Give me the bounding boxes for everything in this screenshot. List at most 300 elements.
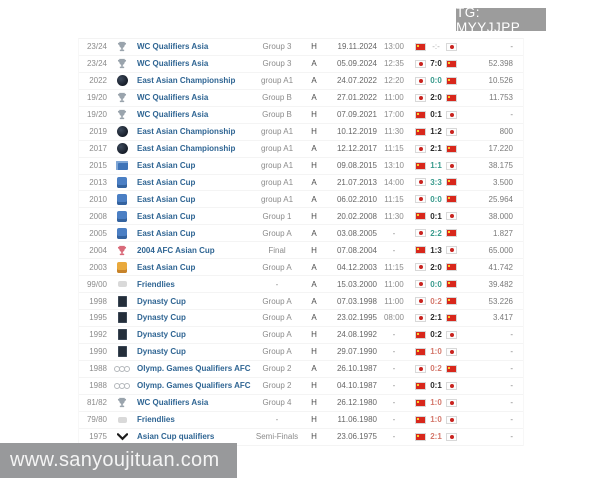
score-link[interactable]: 1:1 <box>430 161 442 171</box>
date-cell: 19.11.2024 <box>337 42 377 52</box>
date-cell: 10.12.2019 <box>336 127 377 137</box>
season-cell: 1992 <box>89 330 107 340</box>
date-cell: 07.08.2004 <box>336 245 377 255</box>
eac-blue-icon <box>117 228 127 239</box>
season-cell: 81/82 <box>86 398 107 408</box>
attendance-cell: - <box>510 364 513 374</box>
competition-icon-cell <box>107 92 137 103</box>
attendance-cell: 3.417 <box>492 313 513 323</box>
competition-icon-cell <box>107 143 137 154</box>
time-cell: - <box>392 245 396 255</box>
group-cell: Group A <box>262 262 292 272</box>
venue-cell: H <box>311 42 317 52</box>
competition-icon-cell <box>107 329 137 340</box>
date-cell: 24.07.2022 <box>336 76 377 86</box>
china-flag-icon <box>415 399 426 407</box>
match-row <box>79 107 523 124</box>
score-link[interactable]: 2:1 <box>430 313 442 323</box>
friendly-icon <box>118 417 127 423</box>
venue-cell: H <box>311 211 317 221</box>
china-flag-icon <box>446 60 457 68</box>
competition-link[interactable]: 2004 AFC Asian Cup <box>137 245 215 255</box>
season-cell: 2019 <box>89 127 107 137</box>
attendance-cell: - <box>510 42 513 52</box>
date-cell: 27.01.2022 <box>336 93 377 103</box>
match-row <box>79 175 523 192</box>
japan-flag-icon <box>415 77 426 85</box>
date-cell: 23.06.1975 <box>336 432 377 442</box>
venue-cell: A <box>311 76 317 86</box>
competition-link[interactable]: Friendlies <box>137 415 175 425</box>
japan-flag-icon <box>415 195 426 203</box>
match-result-cell <box>411 246 461 255</box>
competition-link[interactable]: Friendlies <box>137 279 175 289</box>
asian-cup-icon <box>117 431 128 442</box>
date-cell: 07.03.1998 <box>336 296 377 306</box>
group-cell: Group A <box>262 313 292 323</box>
score-link[interactable]: 0:2 <box>430 330 442 340</box>
olympic-rings-icon <box>115 366 130 372</box>
japan-flag-icon <box>415 297 426 305</box>
date-cell: 04.12.2003 <box>336 262 377 272</box>
season-cell: 2005 <box>89 228 107 238</box>
attendance-cell: 41.742 <box>488 262 513 272</box>
china-flag-icon <box>446 145 457 153</box>
competition-link[interactable]: WC Qualifiers Asia <box>137 42 209 52</box>
match-result-cell <box>411 398 461 407</box>
japan-flag-icon <box>446 399 457 407</box>
match-row <box>79 208 523 225</box>
china-flag-icon <box>415 43 426 51</box>
date-cell: 03.08.2005 <box>336 228 377 238</box>
season-cell: 2017 <box>89 144 107 154</box>
venue-cell: H <box>311 245 317 255</box>
score-link[interactable]: 1:3 <box>430 245 442 255</box>
time-cell: 11:00 <box>384 296 404 306</box>
season-cell: 2013 <box>89 177 107 187</box>
group-cell: - <box>275 279 279 289</box>
time-cell: 11:30 <box>384 211 404 221</box>
china-flag-icon <box>446 195 457 203</box>
group-cell: Group 2 <box>262 381 292 391</box>
match-result-cell <box>411 347 461 356</box>
attendance-cell: 3.500 <box>492 177 513 187</box>
date-cell: 21.07.2013 <box>336 177 377 187</box>
score-link[interactable]: 1:0 <box>430 398 442 408</box>
time-cell: 17:00 <box>383 110 405 120</box>
attendance-cell: 38.000 <box>488 211 513 221</box>
japan-flag-icon <box>415 60 426 68</box>
group-cell: Group 2 <box>262 364 292 374</box>
japan-flag-icon <box>446 331 457 339</box>
competition-link[interactable]: East Asian Cup <box>137 161 196 171</box>
season-cell: 1995 <box>89 313 107 323</box>
season-cell: 1998 <box>89 296 107 306</box>
season-cell: 99/00 <box>86 279 107 289</box>
japan-flag-icon <box>446 212 457 220</box>
match-result-cell <box>411 263 461 272</box>
wc-trophy-icon <box>117 109 128 120</box>
season-cell: 2008 <box>89 211 107 221</box>
attendance-cell: 65.000 <box>488 245 513 255</box>
match-row <box>79 293 523 310</box>
japan-flag-icon <box>415 94 426 102</box>
attendance-cell: 17.220 <box>488 144 513 154</box>
venue-cell: A <box>311 177 317 187</box>
venue-cell: A <box>311 296 317 306</box>
venue-cell: A <box>311 194 317 204</box>
competition-icon-cell <box>107 58 137 69</box>
competition-link[interactable]: WC Qualifiers Asia <box>137 398 209 408</box>
group-cell: group A1 <box>260 76 294 86</box>
season-cell: 1988 <box>89 364 107 374</box>
venue-cell: A <box>311 144 317 154</box>
score-link[interactable]: 7:0 <box>430 59 442 69</box>
match-row <box>79 344 523 361</box>
competition-link[interactable]: East Asian Cup <box>137 177 196 187</box>
competition-link[interactable]: Dynasty Cup <box>137 313 186 323</box>
attendance-cell: - <box>510 330 513 340</box>
attendance-cell: 1.827 <box>492 228 513 238</box>
date-cell: 05.09.2024 <box>336 59 377 69</box>
china-flag-icon <box>446 178 457 186</box>
date-cell: 04.10.1987 <box>336 381 377 391</box>
match-result-cell <box>411 313 461 322</box>
match-row <box>79 242 523 259</box>
score-link[interactable]: 2:1 <box>430 432 442 442</box>
competition-icon-cell <box>107 161 137 170</box>
match-result-cell <box>411 297 461 306</box>
attendance-cell: 38.175 <box>488 161 513 171</box>
competition-icon-cell <box>107 431 137 442</box>
match-result-cell <box>411 127 461 136</box>
competition-link[interactable]: East Asian Cup <box>137 228 196 238</box>
website-watermark-text: www.sanyoujituan.com <box>10 449 220 471</box>
china-flag-icon <box>415 348 426 356</box>
score-link[interactable]: 2:0 <box>430 93 442 103</box>
china-flag-icon <box>415 331 426 339</box>
competition-icon-cell <box>107 41 137 52</box>
competition-link[interactable]: Dynasty Cup <box>137 330 186 340</box>
attendance-cell: - <box>510 398 513 408</box>
match-result-cell <box>411 42 461 51</box>
score-link[interactable]: 0:0 <box>430 76 442 86</box>
eaff-icon <box>117 126 128 137</box>
eac-flag-icon <box>116 161 128 170</box>
wc-trophy-icon <box>117 92 128 103</box>
competition-icon-cell <box>107 346 137 357</box>
score-link[interactable]: 2:2 <box>430 228 442 238</box>
competition-link[interactable]: Olymp. Games Qualifiers AFC <box>137 381 251 391</box>
china-flag-icon <box>446 94 457 102</box>
japan-flag-icon <box>415 314 426 322</box>
time-cell: 11:15 <box>384 262 404 272</box>
group-cell: group A1 <box>260 144 294 154</box>
date-cell: 23.02.1995 <box>336 313 377 323</box>
group-cell: Group 3 <box>262 42 292 52</box>
score-link[interactable]: 1:0 <box>430 347 442 357</box>
time-cell: 13:10 <box>383 161 405 171</box>
venue-cell: H <box>311 110 317 120</box>
match-row <box>79 73 523 90</box>
japan-flag-icon <box>446 128 457 136</box>
match-result-cell <box>411 59 461 68</box>
dynasty-icon <box>118 312 127 323</box>
match-row <box>79 327 523 344</box>
match-result-cell <box>411 212 461 221</box>
match-row <box>79 361 523 378</box>
match-row <box>79 276 523 293</box>
time-cell: 08:00 <box>383 313 405 323</box>
attendance-cell: 11.753 <box>489 93 513 103</box>
group-cell: Group B <box>262 110 292 120</box>
date-cell: 24.08.1992 <box>336 330 377 340</box>
competition-icon-cell <box>107 245 137 256</box>
group-cell: group A1 <box>260 161 294 171</box>
group-cell: Group B <box>262 93 292 103</box>
time-cell: - <box>392 330 396 340</box>
match-row <box>79 395 523 412</box>
wc-trophy-icon <box>117 58 128 69</box>
match-result-cell <box>411 229 461 238</box>
score-link[interactable]: 0:1 <box>430 211 442 221</box>
venue-cell: H <box>311 432 317 442</box>
date-cell: 26.10.1987 <box>336 364 377 374</box>
dynasty-icon <box>118 346 127 357</box>
competition-icon-cell <box>107 383 137 389</box>
competition-icon-cell <box>107 75 137 86</box>
group-cell: group A1 <box>260 127 294 137</box>
competition-link[interactable]: East Asian Cup <box>137 262 196 272</box>
competition-icon-cell <box>107 211 137 222</box>
attendance-cell: 25.964 <box>488 194 513 204</box>
season-cell: 19/20 <box>86 93 107 103</box>
website-watermark-bar <box>0 443 237 478</box>
venue-cell: A <box>311 279 317 289</box>
attendance-cell: - <box>510 381 513 391</box>
match-row <box>79 141 523 158</box>
attendance-cell: - <box>510 347 513 357</box>
competition-link[interactable]: WC Qualifiers Asia <box>137 93 209 103</box>
season-cell: 2015 <box>89 161 107 171</box>
competition-link[interactable]: East Asian Cup <box>137 211 196 221</box>
time-cell: - <box>392 398 396 408</box>
venue-cell: A <box>311 364 317 374</box>
attendance-cell: 39.482 <box>488 279 513 289</box>
japan-flag-icon <box>415 280 426 288</box>
china-flag-icon <box>446 297 457 305</box>
match-row <box>79 225 523 242</box>
time-cell: 11:00 <box>384 93 404 103</box>
score-link[interactable]: 0:0 <box>430 279 442 289</box>
match-result-cell <box>411 144 461 153</box>
competition-icon-cell <box>107 228 137 239</box>
telegram-watermark-badge <box>456 4 546 35</box>
attendance-cell: 53.226 <box>488 296 513 306</box>
eac-blue-icon <box>117 177 127 188</box>
score-link[interactable]: 0:2 <box>430 296 442 306</box>
date-cell: 07.09.2021 <box>336 110 377 120</box>
japan-flag-icon <box>415 145 426 153</box>
competition-link[interactable]: WC Qualifiers Asia <box>137 110 209 120</box>
wc-trophy-icon <box>117 41 128 52</box>
attendance-cell: 800 <box>499 127 513 137</box>
match-result-cell <box>411 110 461 119</box>
competition-icon-cell <box>107 194 137 205</box>
date-cell: 06.02.2010 <box>336 194 377 204</box>
season-cell: 2004 <box>89 245 107 255</box>
competition-icon-cell <box>107 366 137 372</box>
season-cell: 1990 <box>89 347 107 357</box>
match-row <box>79 124 523 141</box>
competition-link[interactable]: Dynasty Cup <box>137 296 186 306</box>
eac-blue-icon <box>117 194 127 205</box>
group-cell: Group 1 <box>262 211 292 221</box>
china-flag-icon <box>446 229 457 237</box>
score-link[interactable]: 2:1 <box>430 144 442 154</box>
competition-icon-cell <box>107 126 137 137</box>
competition-link[interactable]: East Asian Championship <box>137 144 236 154</box>
match-row <box>79 39 523 56</box>
japan-flag-icon <box>446 382 457 390</box>
time-cell: - <box>392 228 396 238</box>
season-cell: 1975 <box>89 432 107 442</box>
time-cell: 12:35 <box>383 59 405 69</box>
season-cell: 2003 <box>89 262 107 272</box>
japan-flag-icon <box>446 111 457 119</box>
score-link[interactable]: 0:1 <box>430 110 442 120</box>
friendly-icon <box>118 281 127 287</box>
group-cell: group A1 <box>260 194 294 204</box>
season-cell: 2022 <box>89 76 107 86</box>
score-link[interactable]: 3:3 <box>430 177 442 187</box>
competition-link[interactable]: Asian Cup qualifiers <box>137 432 215 442</box>
match-row <box>79 191 523 208</box>
japan-flag-icon <box>446 416 457 424</box>
season-cell: 79/80 <box>86 415 107 425</box>
venue-cell: H <box>311 347 317 357</box>
season-cell: 23/24 <box>86 42 107 52</box>
attendance-cell: - <box>510 415 513 425</box>
date-cell: 29.07.1990 <box>336 347 377 357</box>
group-cell: Semi-Finals <box>255 432 299 442</box>
competition-link[interactable]: Olymp. Games Qualifiers AFC <box>137 364 251 374</box>
match-row <box>79 90 523 107</box>
match-result-cell <box>411 178 461 187</box>
eaff-icon <box>117 143 128 154</box>
time-cell: 11:15 <box>384 144 404 154</box>
venue-cell: A <box>311 228 317 238</box>
competition-link[interactable]: Dynasty Cup <box>137 347 186 357</box>
match-result-cell <box>411 415 461 424</box>
match-result-cell <box>411 432 461 441</box>
time-cell: 11:30 <box>384 127 404 137</box>
match-row <box>79 378 523 395</box>
venue-cell: H <box>311 330 317 340</box>
venue-cell: H <box>311 415 317 425</box>
china-flag-icon <box>415 246 426 254</box>
japan-flag-icon <box>446 348 457 356</box>
score-link[interactable]: 0:1 <box>430 381 442 391</box>
time-cell: - <box>392 381 396 391</box>
match-result-cell <box>411 76 461 85</box>
afc-trophy-icon <box>117 245 128 256</box>
match-row <box>79 259 523 276</box>
venue-cell: A <box>311 262 317 272</box>
competition-link[interactable]: East Asian Championship <box>137 127 236 137</box>
japan-flag-icon <box>415 263 426 271</box>
competition-icon-cell <box>107 417 137 423</box>
score-link[interactable]: 1:2 <box>430 127 442 137</box>
date-cell: 20.02.2008 <box>336 211 377 221</box>
competition-icon-cell <box>107 397 137 408</box>
japan-flag-icon <box>446 162 457 170</box>
group-cell: Final <box>268 245 286 255</box>
competition-link[interactable]: WC Qualifiers Asia <box>137 59 209 69</box>
eac-blue-icon <box>117 211 127 222</box>
time-cell: - <box>392 347 396 357</box>
score-link[interactable]: 0:0 <box>430 194 442 204</box>
china-flag-icon <box>415 212 426 220</box>
japan-flag-icon <box>415 178 426 186</box>
olympic-rings-icon <box>115 383 130 389</box>
competition-icon-cell <box>107 177 137 188</box>
china-flag-icon <box>415 128 426 136</box>
telegram-watermark-text: TG: MYYJJPP <box>456 4 521 35</box>
china-flag-icon <box>446 365 457 373</box>
match-result-cell <box>411 161 461 170</box>
competition-link[interactable]: East Asian Championship <box>137 76 236 86</box>
date-cell: 15.03.2000 <box>336 279 377 289</box>
dynasty-icon <box>118 296 127 307</box>
china-flag-icon <box>415 433 426 441</box>
score-link[interactable]: -:- <box>432 42 440 52</box>
score-link[interactable]: 2:0 <box>430 262 442 272</box>
group-cell: Group A <box>262 347 292 357</box>
time-cell: 12:20 <box>383 76 405 86</box>
venue-cell: H <box>311 127 317 137</box>
competition-icon-cell <box>107 312 137 323</box>
time-cell: 14:00 <box>383 177 405 187</box>
match-result-cell <box>411 93 461 102</box>
score-link[interactable]: 1:0 <box>430 415 442 425</box>
match-result-cell <box>411 330 461 339</box>
china-flag-icon <box>415 111 426 119</box>
group-cell: Group A <box>262 296 292 306</box>
japan-flag-icon <box>415 365 426 373</box>
competition-link[interactable]: East Asian Cup <box>137 194 196 204</box>
match-row <box>79 412 523 429</box>
attendance-cell: - <box>510 110 513 120</box>
japan-flag-icon <box>446 43 457 51</box>
attendance-cell: - <box>510 432 513 442</box>
venue-cell: A <box>311 93 317 103</box>
venue-cell: H <box>311 398 317 408</box>
season-cell: 1988 <box>89 381 107 391</box>
venue-cell: H <box>311 161 317 171</box>
match-result-cell <box>411 195 461 204</box>
venue-cell: A <box>311 59 317 69</box>
china-flag-icon <box>446 280 457 288</box>
date-cell: 26.12.1980 <box>336 398 377 408</box>
eaff-icon <box>117 75 128 86</box>
attendance-cell: 10.526 <box>488 76 513 86</box>
match-result-cell <box>411 381 461 390</box>
group-cell: Group A <box>262 228 292 238</box>
dynasty-icon <box>118 329 127 340</box>
group-cell: - <box>275 415 279 425</box>
score-link[interactable]: 0:2 <box>430 364 442 374</box>
